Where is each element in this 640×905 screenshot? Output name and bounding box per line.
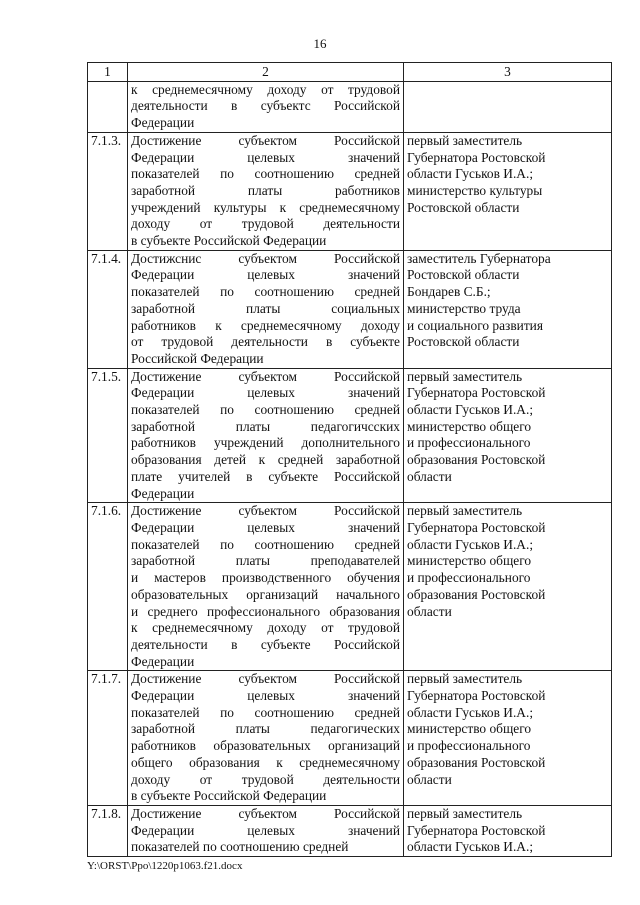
table-row: [88, 368, 612, 503]
responsible-line: и профессионального: [407, 570, 531, 586]
responsible-line: министерство труда: [407, 300, 521, 316]
row-description: [128, 503, 404, 671]
row-description: [128, 81, 404, 132]
responsible-line: министерство общего: [407, 553, 532, 569]
responsible-line: Ростовской области: [407, 199, 520, 215]
description-line: деятельности в субъекте Российской: [131, 636, 400, 652]
responsible-line: первый заместитель: [407, 671, 523, 687]
description-line: и среднего профессионального образования: [131, 603, 400, 619]
description-line: Достижение субъектом Российской: [131, 368, 400, 384]
description-line: Федерации целевых значений: [131, 267, 400, 283]
description-line: Федерации целевых значений: [131, 385, 400, 401]
row-responsible: [404, 671, 612, 806]
description-line: доходу от трудовой деятельности: [131, 771, 400, 787]
table-row: [88, 503, 612, 671]
responsible-line: и социального развития: [407, 317, 543, 333]
description-line: Федерации целевых значений: [131, 822, 400, 838]
responsible-line: заместитель Губернатора: [407, 250, 551, 266]
responsible-line: Ростовской области: [407, 267, 520, 283]
footer-file-path: Y:\ORST\Ppo\1220p1063.f21.docx: [87, 860, 243, 872]
row-responsible: [404, 132, 612, 250]
description-line: показателей по соотношению средней: [131, 704, 400, 720]
responsible-line: Губернатора Ростовской: [407, 519, 546, 535]
page-number: 16: [313, 36, 327, 51]
description-line: доходу от трудовой деятельности: [131, 216, 400, 232]
responsible-line: Губернатора Ростовской: [407, 688, 546, 704]
row-responsible: [404, 250, 612, 368]
responsible-line: области: [407, 603, 452, 619]
responsible-line: министерство культуры: [407, 182, 543, 198]
responsible-line: Губернатора Ростовской: [407, 149, 546, 165]
description-line: Федерации целевых значений: [131, 519, 400, 535]
row-description: [128, 671, 404, 806]
responsible-line: министерство общего: [407, 721, 532, 737]
row-number: 7.1.7.: [88, 671, 128, 806]
description-line: Федерации: [131, 115, 195, 131]
responsible-line: Губернатора Ростовской: [407, 385, 546, 401]
row-number: 7.1.4.: [88, 250, 128, 368]
row-description: [128, 250, 404, 368]
responsible-line: первый заместитель: [407, 132, 523, 148]
responsible-line: первый заместитель: [407, 368, 523, 384]
responsible-line: области Гуськов И.А.;: [407, 402, 534, 418]
responsible-line: области Гуськов И.А.;: [407, 704, 534, 720]
description-line: Федерации: [131, 485, 195, 501]
responsible-line: образования Ростовской: [407, 452, 546, 468]
description-line: Достижение субъектом Российской: [131, 132, 400, 148]
description-line: заработной платы преподавателей: [131, 553, 400, 569]
responsible-line: области: [407, 771, 452, 787]
row-description: [128, 368, 404, 503]
responsible-line: и профессионального: [407, 738, 531, 754]
description-line: в субъекте Российской Федерации: [131, 788, 327, 804]
responsible-line: области Гуськов И.А.;: [407, 536, 534, 552]
description-line: показателей по соотношению средней: [131, 166, 400, 182]
responsible-line: первый заместитель: [407, 805, 523, 821]
row-number: 7.1.8.: [88, 805, 128, 856]
description-line: Достижснис субъектом Российской: [131, 250, 400, 266]
responsible-line: Губернатора Ростовской: [407, 822, 546, 838]
responsible-line: образования Ростовской: [407, 586, 546, 602]
description-line: к среднемесячному доходу от трудовой: [131, 81, 400, 97]
row-responsible: [404, 503, 612, 671]
row-responsible: [404, 805, 612, 856]
description-line: Федерации: [131, 653, 195, 669]
description-line: деятельности в субъектс Российской: [131, 98, 400, 114]
row-number: [88, 81, 128, 132]
row-number: 7.1.3.: [88, 132, 128, 250]
description-line: показателей по соотношению средней: [131, 402, 400, 418]
description-line: Достижение субъектом Российской: [131, 671, 400, 687]
row-responsible: [404, 368, 612, 503]
responsible-line: и профессионального: [407, 435, 531, 451]
description-line: заработной платы педагогичсских: [131, 418, 400, 434]
table-row: [88, 81, 612, 132]
row-number: 7.1.6.: [88, 503, 128, 671]
responsible-line: Ростовской области: [407, 334, 520, 350]
header-col-2: 2: [128, 63, 404, 82]
description-line: Федерации целевых значений: [131, 149, 400, 165]
description-line: работников образовательных организаций: [131, 738, 400, 754]
responsible-line: области: [407, 468, 452, 484]
responsible-line: образования Ростовской: [407, 754, 546, 770]
description-line: Достижение субъектом Российской: [131, 503, 400, 519]
row-responsible: [404, 81, 612, 132]
description-line: и мастеров производственного обучения: [131, 570, 400, 586]
description-line: плате учителей в субъекте Российской: [131, 468, 400, 484]
responsible-line: первый заместитель: [407, 503, 523, 519]
responsible-line: Бондарев С.Б.;: [407, 284, 491, 300]
description-line: общего образования к среднемесячному: [131, 754, 400, 770]
description-line: Федерации целевых значений: [131, 688, 400, 704]
description-line: учреждений культуры к среднемесячному: [131, 199, 400, 215]
measures-table: [87, 62, 612, 857]
row-number: 7.1.5.: [88, 368, 128, 503]
table-row: [88, 671, 612, 806]
table-row: [88, 805, 612, 856]
description-line: от трудовой деятельности в субъекте: [131, 334, 400, 350]
table-row: [88, 132, 612, 250]
description-line: к среднемесячному доходу от трудовой: [131, 620, 400, 636]
row-description: [128, 805, 404, 856]
description-line: заработной платы педагогических: [131, 721, 400, 737]
description-line: образовательных организаций начального: [131, 586, 400, 602]
row-description: [128, 132, 404, 250]
responsible-line: министерство общего: [407, 418, 532, 434]
responsible-line: области Гуськов И.А.;: [407, 839, 534, 855]
description-line: образования детей к средней заработной: [131, 452, 400, 468]
description-line: заработной платы социальных: [131, 300, 400, 316]
description-line: Российской Федерации: [131, 350, 264, 366]
description-line: работников учреждений дополнительного: [131, 435, 400, 451]
description-line: в субъекте Российской Федерации: [131, 233, 327, 249]
description-line: Достижение субъектом Российской: [131, 805, 400, 821]
header-col-3: 3: [404, 63, 612, 82]
description-line: показателей по соотношению средней: [131, 839, 349, 855]
table-row: [88, 250, 612, 368]
description-line: заработной платы работников: [131, 182, 400, 198]
header-col-1: 1: [88, 63, 128, 82]
description-line: работников к среднемесячному доходу: [131, 317, 400, 333]
description-line: показателей по соотношению средней: [131, 284, 400, 300]
table-header-row: [88, 63, 612, 82]
responsible-line: области Гуськов И.А.;: [407, 166, 534, 182]
description-line: показателей по соотношению средней: [131, 536, 400, 552]
